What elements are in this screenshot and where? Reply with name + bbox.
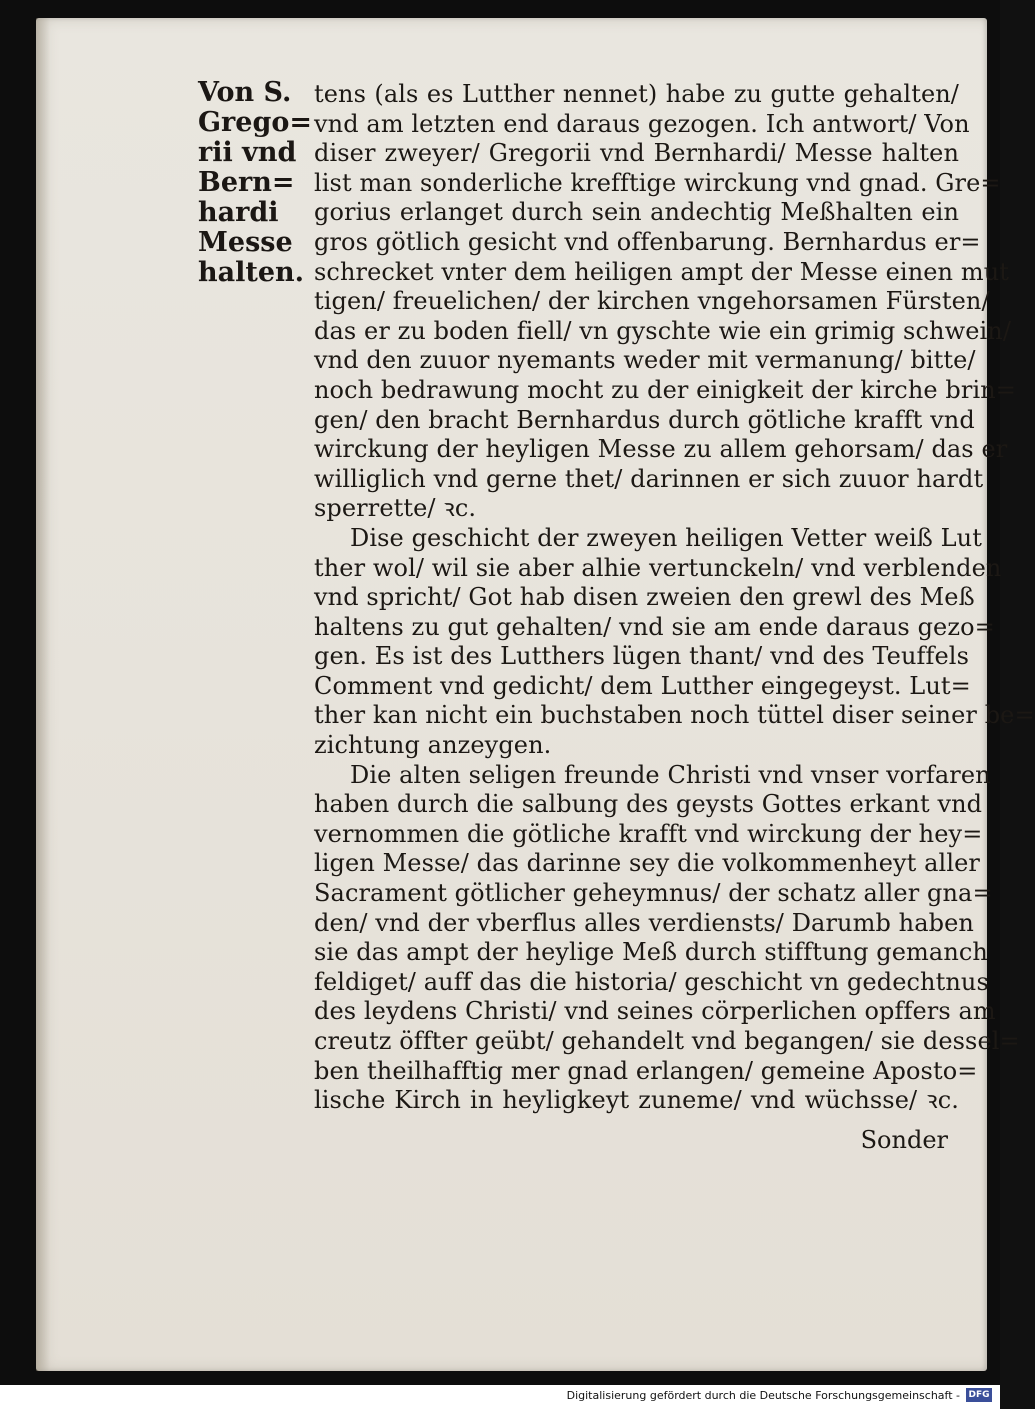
text-line: gorius erlanget durch sein andechtig Meßhalten ein [314,198,959,227]
text-line: lische Kirch in heyligkeyt zuneme/ vnd wüchsse/ ꝛc. [314,1086,959,1115]
text-line: feldiget/ auff das die historia/ geschicht vn gedechtnus [314,967,989,996]
text-line: Sacrament götlicher geheymnus/ der schatz aller gna= [314,879,993,908]
text-line: list man sonderliche krefftige wirckung vnd gnad. Gre= [314,168,1001,197]
footer-bar [0,1385,1000,1409]
text-line: vnd am letzten end daraus gezogen. Ich antwort/ Von [314,109,970,138]
text-line: vernommen die götliche krafft vnd wirckung der hey= [314,819,983,848]
text-line: des leydens Christi/ vnd seines cörperlichen opffers am [314,997,996,1026]
text-line: ligen Messe/ das darinne sey die volkommenheyt aller [314,849,980,878]
page-gutter-shadow [36,18,50,1371]
text-line: noch bedrawung mocht zu der einigkeit der kirche brin= [314,375,1017,404]
text-line: williglich vnd gerne thet/ darinnen er sich zuuor hardt [314,464,984,493]
text-line: gen/ den bracht Bernhardus durch götliche krafft vnd [314,405,975,434]
marginal-line: Messe [198,227,293,258]
marginal-line: Bern= [198,167,295,198]
text-line: creutz öffter geübt/ gehandelt vnd begangen/ sie dessel= [314,1027,1020,1055]
marginal-line: Von S. [198,77,292,108]
text-line: tigen/ freuelichen/ der kirchen vngehorsamen Fürsten/ [314,287,990,316]
paragraph-start-line: Die alten seligen freunde Christi vnd vnser vorfaren [350,760,991,789]
text-line: vnd spricht/ Got hab disen zweien den grewl des Meß [314,583,975,612]
paragraph-start-line: Dise geschicht der zweyen heiligen Vetter weiß Lut [350,523,982,552]
text-line: das er zu boden fiell/ vn gyschte wie ein grimig schwein/ [314,316,1012,345]
text-line: schrecket vnter dem heiligen ampt der Messe einen mut [314,257,1010,286]
marginal-note [198,77,312,288]
body-text [314,80,1035,1116]
text-line: Comment vnd gedicht/ dem Lutther eingegeyst. Lut= [314,671,971,700]
marginal-line: Grego= [198,107,312,138]
text-line: vnd den zuuor nyemants weder mit vermanung/ bitte/ [314,346,976,375]
text-line: haltens zu gut gehalten/ vnd sie am ende daraus gezo= [314,612,995,641]
marginal-line: halten. [198,257,305,288]
text-line: ther kan nicht ein buchstaben noch tüttel diser seiner be= [314,701,1035,730]
text-line: diser zweyer/ Gregorii vnd Bernhardi/ Messe halten [314,139,959,168]
catchword: Sonder [860,1126,948,1154]
text-line: ben theilhafftig mer gnad erlangen/ gemeine Aposto= [314,1056,978,1085]
text-line: den/ vnd der vberflus alles verdiensts/ Darumb haben [314,908,974,937]
text-line: zichtung anzeygen. [314,731,552,760]
text-line: sperrette/ ꝛc. [314,494,477,523]
funding-credit: Digitalisierung gefördert durch die Deutsche Forschungsgemeinschaft - [566,1389,960,1402]
text-line: tens (als es Lutther nennet) habe zu gutte gehalten/ [314,80,959,108]
marginal-line: rii vnd [198,137,297,168]
text-line: gros götlich gesicht vnd offenbarung. Bernhardus er= [314,227,981,256]
dfg-logo: DFG [966,1388,992,1402]
text-line: gen. Es ist des Lutthers lügen thant/ vnd des Teuffels [314,642,969,671]
text-line: ther wol/ wil sie aber alhie vertunckeln/ vnd verblenden [314,553,1002,582]
text-line: sie das ampt der heylige Meß durch stifftung gemanch [314,938,988,967]
text-line: wirckung der heyligen Messe zu allem gehorsam/ das er [314,435,1008,464]
marginal-line: hardi [198,197,279,228]
text-line: haben durch die salbung des geysts Gottes erkant vnd [314,790,983,819]
